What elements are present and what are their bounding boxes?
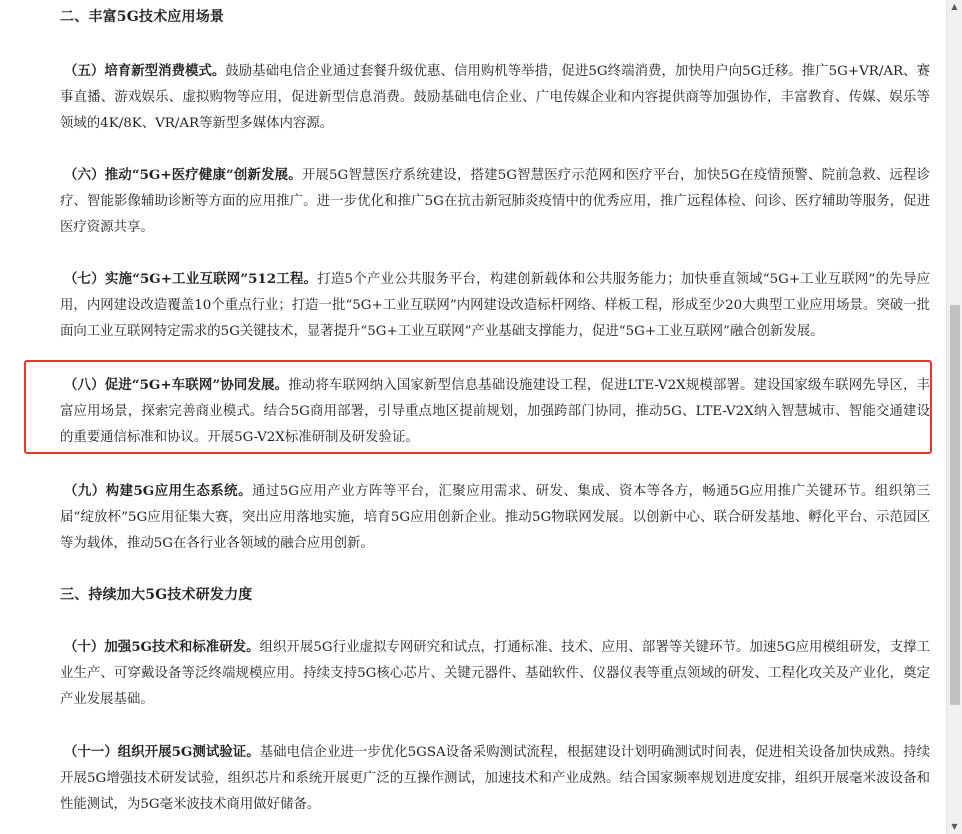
paragraph-5 xyxy=(60,58,930,137)
vertical-scrollbar[interactable] xyxy=(946,0,962,834)
scroll-down-arrow-icon[interactable]: ▼ xyxy=(951,822,958,831)
paragraph-10-lead: （十）加强5G技术和标准研发。 xyxy=(64,639,260,655)
scroll-up-arrow-icon[interactable]: ▲ xyxy=(951,2,958,11)
paragraph-6-body: 开展5G智慧医疗系统建设，搭建5G智慧医疗示范网和医疗平台，加快5G在疫情预警、院前急救、远程诊疗、智能影像辅助诊断等方面的应用推广。进一步优化和推广5G在抗击新冠肺炎疫情中的优秀应用，推广远程体检、问诊、医疗辅助等服务，促进医疗资源共享。 xyxy=(60,168,930,235)
paragraph-6-lead: （六）推动“5G+医疗健康”创新发展。 xyxy=(64,167,302,183)
paragraph-5-lead: （五）培育新型消费模式。 xyxy=(64,63,226,79)
paragraph-8-body: 推动将车联网纳入国家新型信息基础设施建设工程，促进LTE-V2X规模部署。建设国家级车联网先导区，丰富应用场景，探索完善商业模式。结合5G商用部署，引导重点地区提前规划，加强跨部门协同，推动5G、LTE-V2X纳入智慧城市、智能交通建设的重要通信标准和协议。开展5G-V2X标准研制及研发验证。 xyxy=(60,378,930,445)
paragraph-11-body: 基础电信企业进一步优化5GSA设备采购测试流程，根据建设计划明确测试时间表，促进相关设备加快成熟。持续开展5G增强技术研发试验，组织芯片和系统开展更广泛的互操作测试，加速技术和产业成熟。结合国家频率规划进度安排，组织开展毫米波设备和性能测试，为5G毫米波技术商用做好储备。 xyxy=(60,745,930,812)
paragraph-5-body: 鼓励基础电信企业通过套餐升级优惠、信用购机等举措，促进5G终端消费，加快用户向5G迁移。推广5G+VR/AR、赛事直播、游戏娱乐、虚拟购物等应用，促进新型信息消费。鼓励基础电信企业、广电传媒企业和内容提供商等加强协作，丰富教育、传媒、娱乐等领域的4K/8K、VR/AR等新型多媒体内容源。 xyxy=(60,64,930,131)
section-heading-3: 三、持续加大5G技术研发力度 xyxy=(60,587,253,603)
paragraph-11 xyxy=(60,739,930,818)
scrollbar-thumb[interactable] xyxy=(950,305,960,705)
paragraph-9-lead: （九）构建5G应用生态系统。 xyxy=(64,483,252,499)
paragraph-7-lead: （七）实施“5G+工业互联网”512工程。 xyxy=(64,271,318,287)
section-heading-2: 二、丰富5G技术应用场景 xyxy=(60,9,225,25)
paragraph-10 xyxy=(60,634,930,713)
paragraph-9-body: 通过5G应用产业方阵等平台，汇聚应用需求、研发、集成、资本等各方，畅通5G应用推广关键环节。组织第三届“绽放杯”5G应用征集大赛，突出应用落地实施，培育5G应用创新企业。推动5G物联网发展。以创新中心、联合研发基地、孵化平台、示范园区等为载体，推动5G在各行业各领域的融合应用创新。 xyxy=(60,484,930,551)
paragraph-7 xyxy=(60,266,930,345)
paragraph-6 xyxy=(60,162,930,241)
paragraph-9 xyxy=(60,478,930,557)
paragraph-8 xyxy=(60,372,930,451)
paragraph-7-body: 打造5个产业公共服务平台，构建创新载体和公共服务能力；加快垂直领域“5G+工业互联网”的先导应用，内网建设改造覆盖10个重点行业；打造一批“5G+工业互联网”内网建设改造标杆网络、样板工程，形成至少20大典型工业应用场景。突破一批面向工业互联网特定需求的5G关键技术，显著提升“5G+工业互联网”产业基础支撑能力，促进“5G+工业互联网”融合创新发展。 xyxy=(60,272,930,339)
paragraph-10-body: 组织开展5G行业虚拟专网研究和试点，打通标准、技术、应用、部署等关键环节。加速5G应用模组研发，支撑工业生产、可穿戴设备等泛终端规模应用。持续支持5G核心芯片、关键元器件、基础软件、仪器仪表等重点领域的研发、工程化攻关及产业化，奠定产业发展基础。 xyxy=(60,640,930,707)
paragraph-11-lead: （十一）组织开展5G测试验证。 xyxy=(64,744,260,760)
paragraph-8-lead: （八）促进“5G+车联网”协同发展。 xyxy=(64,377,289,393)
